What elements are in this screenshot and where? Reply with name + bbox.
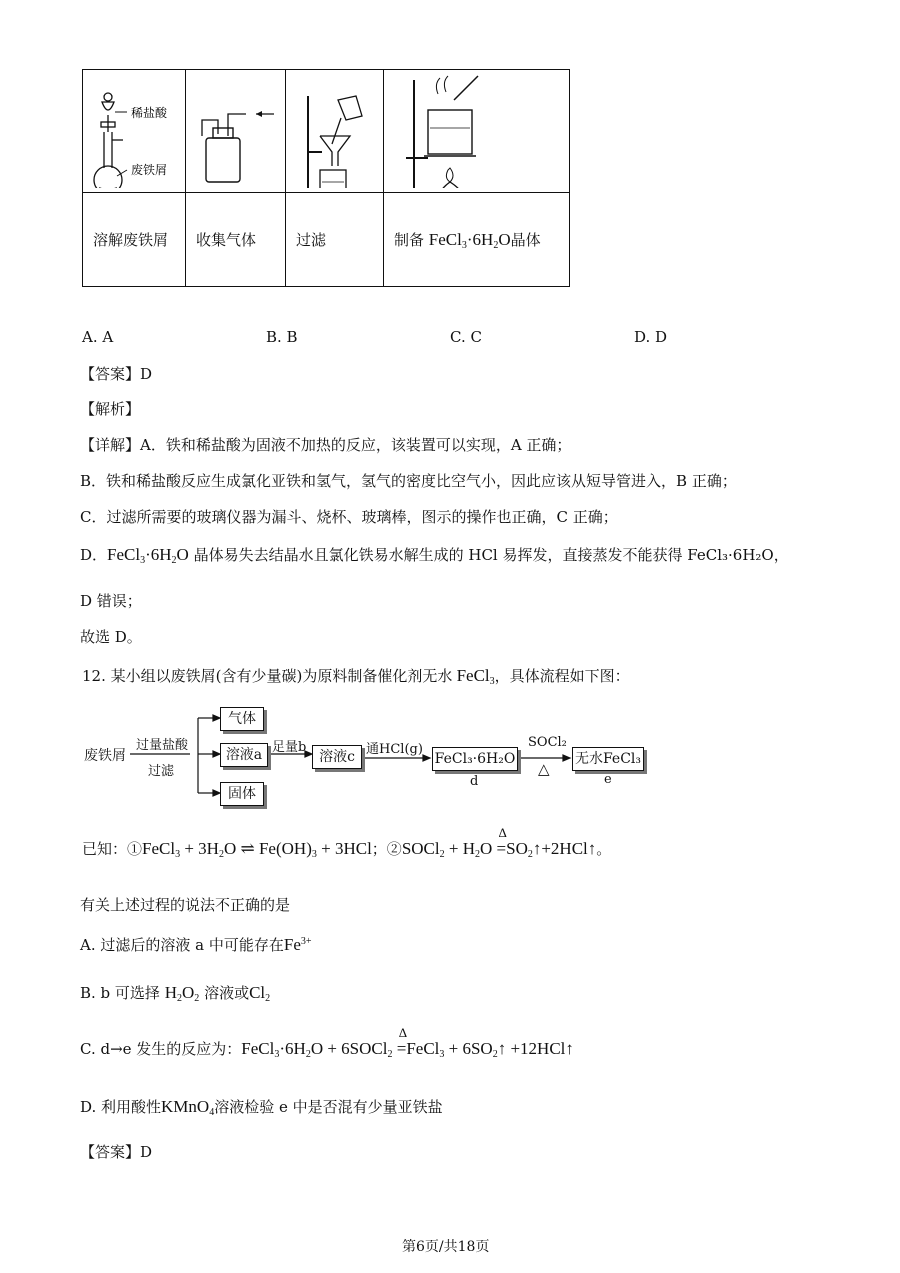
flow-arrow1-top: 过量盐酸 [136,738,189,753]
box-solid: 固体 [220,782,264,806]
analysis-heading: 【解析】 [80,400,141,418]
caption-prepare-text: 制备 [394,231,425,249]
box-gas: 气体 [220,707,264,731]
flow-arrow1-bottom: 过滤 [148,764,175,779]
caption-dissolve: 溶解废铁屑 [83,193,186,287]
q12-option-c: C. d→e 发生的反应为：$FeCl_3\cdot 6H_2O$ + 6SOCl$_2$ Δ =FeCl$_3$ + $6SO_2↑$ +12HCl↑ [80,1025,574,1060]
box-e: 无水FeCl₃ [572,747,644,771]
known-equations: 已知：①FeCl$_3$ + $3H_2O$ ⇌ $Fe(OH)_3 + 3HCl$；②SOCl$_2$ + $H_2O$ Δ $=SO_2↑+2HCl↑$。 [82,825,612,860]
option-b: B. B [266,328,298,346]
option-a: A. A [82,328,114,346]
option-d: D. D [634,328,668,346]
box-solution-a: 溶液a [220,743,268,767]
label-e: e [604,772,612,787]
choose-d: 故选 D。 [80,628,142,646]
detail-b: B．铁和稀盐酸反应生成氯化亚铁和氢气，氢气的密度比空气小，因此应该从短导管进入，B 正确； [80,472,737,490]
option-c: C. C [450,328,482,346]
caption-filter: 过滤 [286,193,384,287]
q12-option-b: B. b 可选择 $H_2O_2$ 溶液或$Cl_2$ [80,983,271,1004]
q12-stem: 12. 某小组以废铁屑(含有少量碳)为原料制备催化剂无水 FeCl$_3$，具体流程如下图： [82,666,630,687]
caption-formula: $FeCl_3\cdot 6H_2O$ [428,230,511,251]
page-footer: 第6页/共18页 [402,1239,490,1255]
flow-start: 废铁屑 [84,748,126,764]
q12-question: 有关上述过程的说法不正确的是 [80,896,291,914]
flow-arrow3: 通HCl(g) [366,742,423,757]
caption-crystal-text: 晶体 [510,231,541,249]
box-d: FeCl₃·6H₂O [432,747,518,771]
detail-d-end: D 错误； [80,592,142,610]
flow-arrow4-bottom: △ [538,760,550,778]
flow-arrow2: 足量b [272,740,307,755]
detail-a: 【详解】A．铁和稀盐酸为固液不加热的反应，该装置可以实现，A 正确； [80,436,572,454]
answer-11: 【答案】D [80,365,153,383]
box-solution-c: 溶液c [312,745,362,769]
label-dilute-hcl: 稀盐酸 [131,106,168,120]
q12-option-a: A. 过滤后的溶液 a 中可能存在$Fe^{3+}$ [80,935,312,954]
detail-c: C．过滤所需要的玻璃仪器为漏斗、烧杯、玻璃棒，图示的操作也正确，C 正确； [80,508,618,526]
answer-12: 【答案】D [80,1143,153,1161]
label-waste-iron: 废铁屑 [131,163,168,177]
label-d: d [470,774,479,789]
q12-option-d: D. 利用酸性KMnO$_4$溶液检验 e 中是否混有少量亚铁盐 [80,1097,443,1118]
caption-collect-gas: 收集气体 [186,193,286,287]
flow-arrow4-top: SOCl₂ [528,735,567,750]
detail-d: D．$FeCl_3\cdot 6H_2O$ 晶体易失去结晶水且氯化铁易水解生成的 HCl 易挥发，直接蒸发不能获得 FeCl₃·6H₂O， [80,545,789,566]
